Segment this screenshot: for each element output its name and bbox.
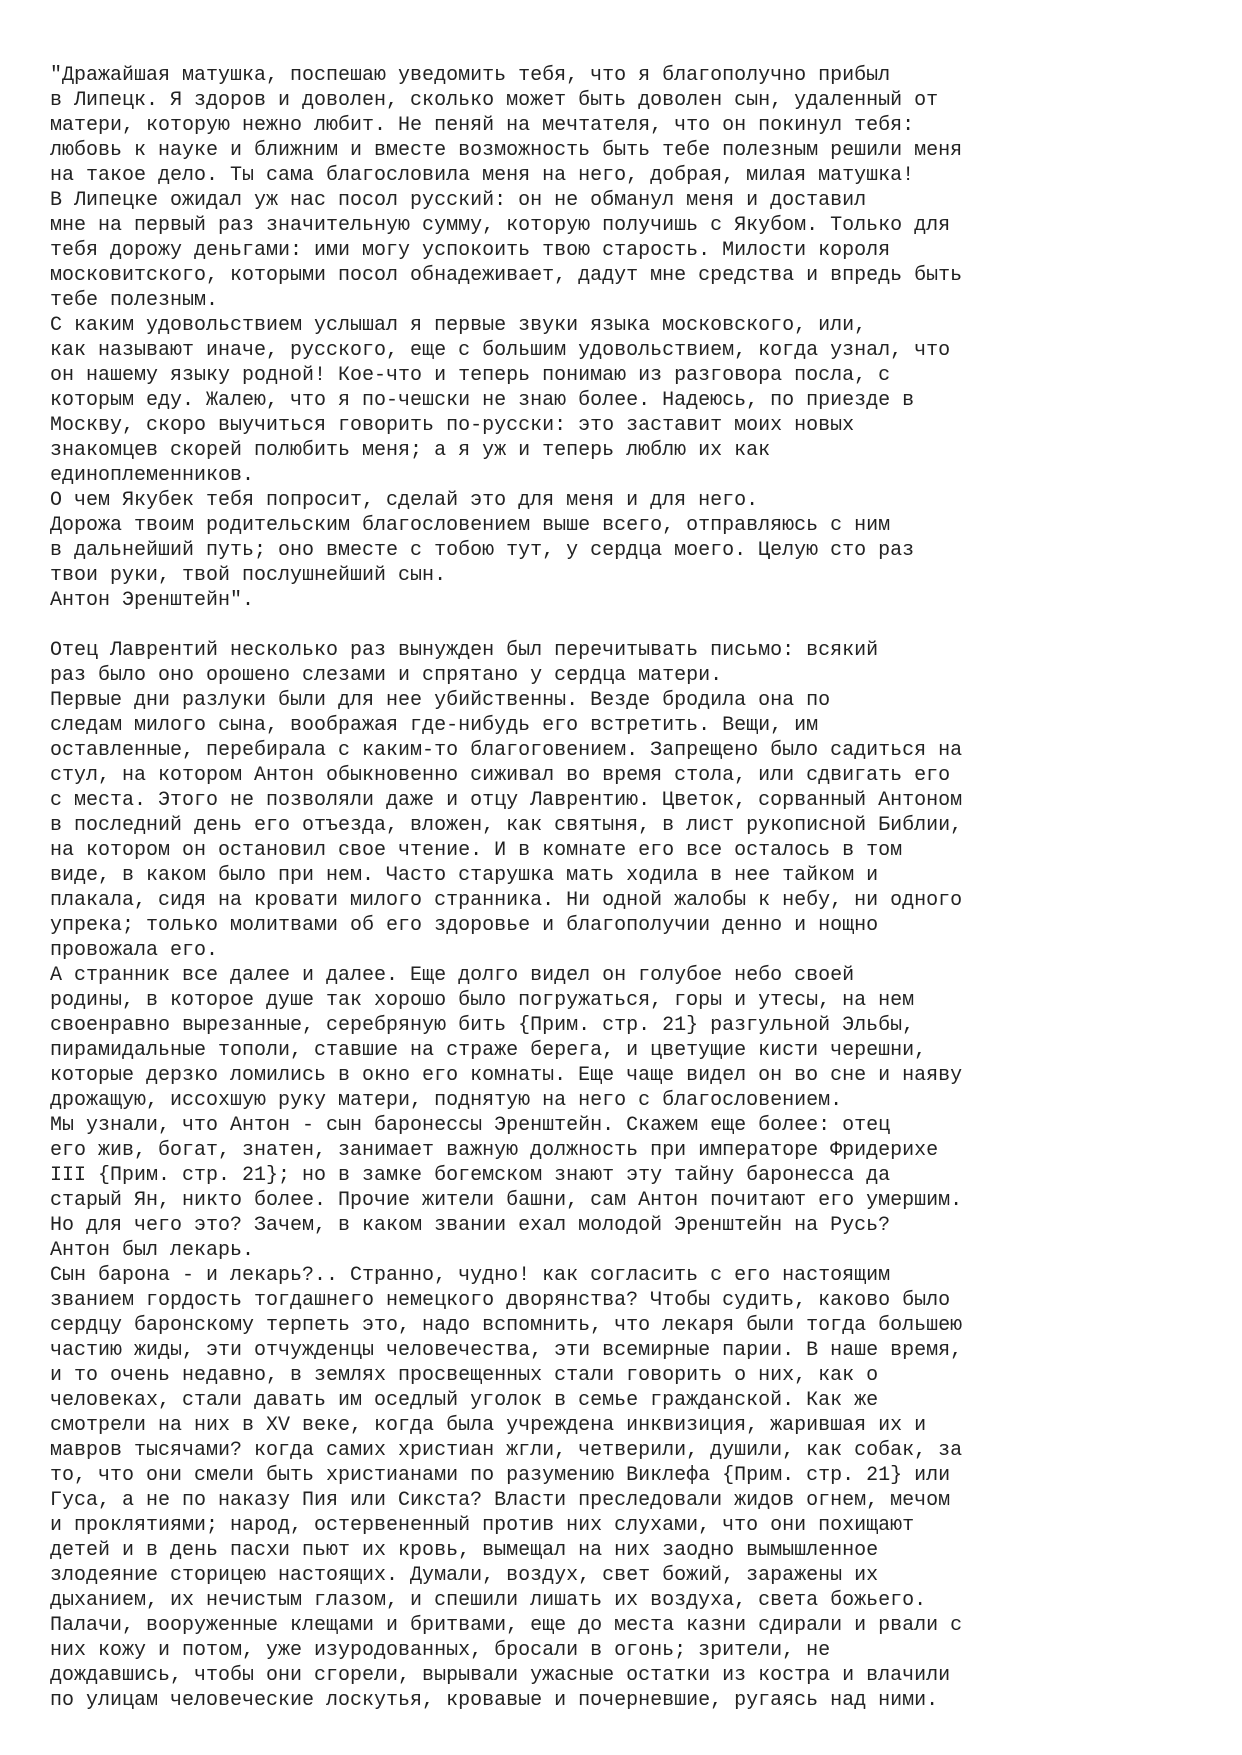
narrative-line: раз было оно орошено слезами и спрятано у сердца матери.	[50, 664, 723, 687]
narrative-line: и проклятиями; народ, остервененный против них слухами, что они похищают	[50, 1514, 915, 1537]
narrative-line: А странник все далее и далее. Еще долго видел он голубое небо своей	[50, 964, 855, 987]
narrative-line: званием гордость тогдашнего немецкого дворянства? Чтобы судить, каково было	[50, 1289, 951, 1312]
narrative-line: Палачи, вооруженные клещами и бритвами, еще до места казни сдирали и рвали с	[50, 1614, 963, 1637]
letter-line: он нашему языку родной! Кое-что и теперь понимаю из разговора посла, с	[50, 364, 891, 387]
letter-line: С каким удовольствием услышал я первые звуки языка московского, или,	[50, 314, 867, 337]
narrative-line: дождавшись, чтобы они сгорели, вырывали ужасные остатки из костра и влачили	[50, 1664, 951, 1687]
narrative-line: оставленные, перебирала с каким-то благоговением. Запрещено было садиться на	[50, 739, 963, 762]
letter-line: как называют иначе, русского, еще с большим удовольствием, когда узнал, что	[50, 339, 951, 362]
narrative-line: старый Ян, никто более. Прочие жители башни, сам Антон почитают его умершим.	[50, 1189, 963, 1212]
narrative-line: Но для чего это? Зачем, в каком звании ехал молодой Эренштейн на Русь?	[50, 1214, 891, 1237]
narrative-line: сердцу баронскому терпеть это, надо вспомнить, что лекаря были тогда большею	[50, 1314, 963, 1337]
narrative-line: которые дерзко ломились в окно его комнаты. Еще чаще видел он во сне и наяву	[50, 1064, 963, 1087]
narrative-line: Мы узнали, что Антон - сын баронессы Эренштейн. Скажем еще более: отец	[50, 1114, 891, 1137]
narrative-line: и то очень недавно, в землях просвещенных стали говорить о них, как о	[50, 1364, 879, 1387]
narrative-line: детей и в день пасхи пьют их кровь, вымещал на них заодно вымышленное	[50, 1539, 879, 1562]
letter-line: которым еду. Жалею, что я по-чешски не знаю более. Надеюсь, по приезде в	[50, 389, 915, 412]
letter-signature: Антон Эренштейн".	[50, 589, 255, 612]
narrative-line: Сын барона - и лекарь?.. Странно, чудно! как согласить с его настоящим	[50, 1264, 891, 1287]
narrative-line: виде, в каком было при нем. Часто старушка мать ходила в нее тайком и	[50, 864, 879, 887]
narrative-line: с места. Этого не позволяли даже и отцу Лаврентию. Цветок, сорванный Антоном	[50, 789, 963, 812]
letter-line: в дальнейший путь; оно вместе с тобою тут, у сердца моего. Целую сто раз	[50, 539, 915, 562]
narrative-line: пирамидальные тополи, ставшие на страже берега, и цветущие кисти черешни,	[50, 1039, 927, 1062]
narrative-line: упрека; только молитвами об его здоровье и благополучии денно и нощно	[50, 914, 879, 937]
narrative-line: родины, в которое душе так хорошо было погружаться, горы и утесы, на нем	[50, 989, 915, 1012]
narrative-line: на котором он остановил свое чтение. И в комнате его все осталось в том	[50, 839, 903, 862]
narrative-line: дыханием, их нечистым глазом, и спешили лишать их воздуха, света божьего.	[50, 1589, 927, 1612]
letter-line: Дорожа твоим родительским благословением выше всего, отправляюсь с ним	[50, 514, 891, 537]
narrative-line: них кожу и потом, уже изуродованных, бросали в огонь; зрители, не	[50, 1639, 831, 1662]
letter-block	[50, 63, 1200, 613]
letter-line: мне на первый раз значительную сумму, которую получишь с Якубом. Только для	[50, 214, 951, 237]
letter-line: "Дражайшая матушка, поспешаю уведомить тебя, что я благополучно прибыл	[50, 64, 891, 87]
narrative-line: Антон был лекарь.	[50, 1239, 255, 1262]
letter-line: В Липецке ожидал уж нас посол русский: он не обманул меня и доставил	[50, 189, 867, 212]
letter-line: О чем Якубек тебя попросит, сделай это для меня и для него.	[50, 489, 759, 512]
narrative-line: провожала его.	[50, 939, 219, 962]
letter-line: твои руки, твой послушнейший сын.	[50, 564, 447, 587]
letter-line: на такое дело. Ты сама благословила меня на него, добрая, милая матушка!	[50, 164, 915, 187]
paragraph-gap	[50, 613, 1200, 638]
narrative-line: Первые дни разлуки были для нее убийственны. Везде бродила она по	[50, 689, 831, 712]
narrative-block	[50, 638, 1200, 1713]
letter-line: любовь к науке и ближним и вместе возможность быть тебе полезным решили меня	[50, 139, 963, 162]
narrative-line: его жив, богат, знатен, занимает важную должность при императоре Фридерихе	[50, 1139, 939, 1162]
narrative-line: III {Прим. стр. 21}; но в замке богемском знают эту тайну баронесса да	[50, 1164, 891, 1187]
letter-line: знакомцев скорей полюбить меня; а я уж и теперь люблю их как	[50, 439, 771, 462]
letter-line: единоплеменников.	[50, 464, 255, 487]
narrative-line: по улицам человеческие лоскутья, кровавые и почерневшие, ругаясь над ними.	[50, 1689, 939, 1712]
letter-line: Москву, скоро выучиться говорить по-русски: это заставит моих новых	[50, 414, 855, 437]
narrative-line: стул, на котором Антон обыкновенно сиживал во время стола, или сдвигать его	[50, 764, 951, 787]
narrative-line: в последний день его отъезда, вложен, как святыня, в лист рукописной Библии,	[50, 814, 963, 837]
document-page	[50, 63, 1200, 1713]
narrative-line: мавров тысячами? когда самих христиан жгли, четверили, душили, как собак, за	[50, 1439, 963, 1462]
letter-line: московитского, которыми посол обнадеживает, дадут мне средства и впредь быть	[50, 264, 963, 287]
narrative-line: то, что они смели быть христианами по разумению Виклефа {Прим. стр. 21} или	[50, 1464, 951, 1487]
letter-line: в Липецк. Я здоров и доволен, сколько может быть доволен сын, удаленный от	[50, 89, 939, 112]
narrative-line: дрожащую, иссохшую руку матери, поднятую на него с благословением.	[50, 1089, 843, 1112]
narrative-line: смотрели на них в XV веке, когда была учреждена инквизиция, жарившая их и	[50, 1414, 927, 1437]
narrative-line: своенравно вырезанные, серебряную бить {Прим. стр. 21} разгульной Эльбы,	[50, 1014, 915, 1037]
narrative-line: Гуса, а не по наказу Пия или Сикста? Власти преследовали жидов огнем, мечом	[50, 1489, 951, 1512]
letter-line: тебя дорожу деньгами: ими могу успокоить твою старость. Милости короля	[50, 239, 891, 262]
narrative-line: плакала, сидя на кровати милого странника. Ни одной жалобы к небу, ни одного	[50, 889, 963, 912]
letter-line: тебе полезным.	[50, 289, 219, 312]
narrative-line: человеках, стали давать им оседлый уголок в семье гражданской. Как же	[50, 1389, 879, 1412]
narrative-line: частию жиды, эти отчужденцы человечества, эти всемирные парии. В наше время,	[50, 1339, 963, 1362]
narrative-line: следам милого сына, воображая где-нибудь его встретить. Вещи, им	[50, 714, 819, 737]
narrative-line: злодеяние сторицею настоящих. Думали, воздух, свет божий, заражены их	[50, 1564, 879, 1587]
letter-line: матери, которую нежно любит. Не пеняй на мечтателя, что он покинул тебя:	[50, 114, 915, 137]
narrative-line: Отец Лаврентий несколько раз вынужден был перечитывать письмо: всякий	[50, 639, 879, 662]
